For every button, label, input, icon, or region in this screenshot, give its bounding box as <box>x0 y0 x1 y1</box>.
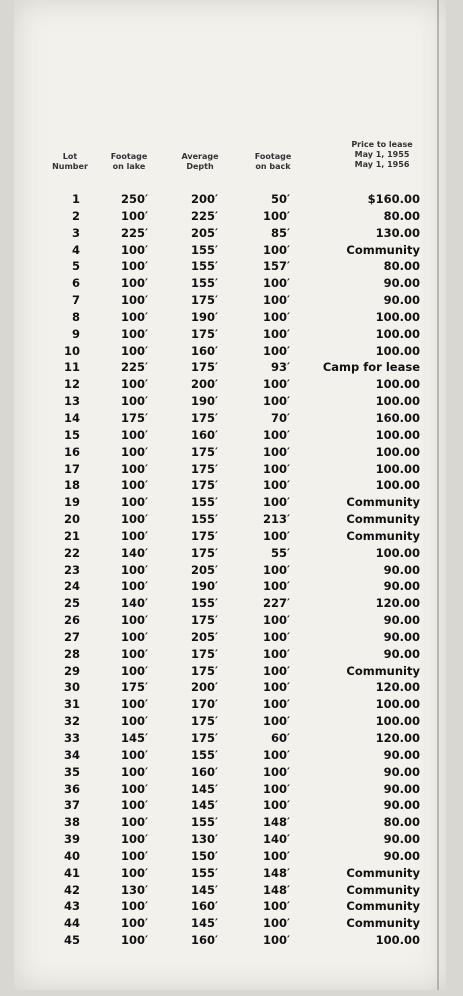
average-depth-cell: 190′ <box>190 394 218 409</box>
footage-on-lake-cell: 100′ <box>120 394 148 409</box>
footage-on-lake-cell: 100′ <box>120 781 148 796</box>
lot-number-cell: 23 <box>63 562 80 577</box>
footage-on-lake-cell: 225′ <box>120 225 148 240</box>
price-to-lease-cell: 90.00 <box>383 579 420 594</box>
footage-on-back-cell: 100′ <box>262 697 290 712</box>
lot-number-cell: 1 <box>71 192 80 206</box>
footage-on-back-cell: 100′ <box>262 427 290 442</box>
footage-on-lake-cell: 100′ <box>120 293 148 308</box>
price-to-lease-cell: 80.00 <box>383 259 420 274</box>
footage-on-back-cell: 148′ <box>262 815 290 830</box>
lot-number-cell: 12 <box>63 377 80 392</box>
average-depth-cell: 175′ <box>190 731 218 745</box>
lot-number-cell: 3 <box>71 225 80 240</box>
footage-on-back-cell: 100′ <box>262 646 290 661</box>
footage-on-back-cell: 100′ <box>262 293 290 308</box>
header-back-line2: on back <box>255 162 291 171</box>
footage-on-back-cell: 100′ <box>262 309 290 324</box>
footage-on-back-cell: 100′ <box>262 276 290 291</box>
footage-on-lake-cell: 100′ <box>120 528 148 543</box>
footage-on-lake-cell: 100′ <box>120 646 148 661</box>
footage-on-lake-cell: 100′ <box>120 832 148 847</box>
price-to-lease-cell: 80.00 <box>383 208 420 223</box>
price-to-lease-cell: 100.00 <box>375 427 420 442</box>
average-depth-cell: 190′ <box>190 579 218 594</box>
table-row <box>0 394 463 411</box>
price-to-lease-cell: Community <box>346 916 420 931</box>
lot-number-cell: 17 <box>63 461 80 476</box>
footage-on-back-cell: 227′ <box>262 596 290 611</box>
footage-on-back-cell: 157′ <box>262 259 290 274</box>
lot-number-cell: 37 <box>63 798 80 813</box>
price-to-lease-cell: Camp for lease <box>322 360 420 375</box>
lot-number-cell: 10 <box>63 343 80 358</box>
footage-on-lake-cell: 250′ <box>120 192 148 206</box>
footage-on-lake-cell: 145′ <box>120 731 148 745</box>
table-row <box>0 428 463 445</box>
footage-on-lake-cell: 100′ <box>120 764 148 779</box>
table-row <box>0 243 463 260</box>
footage-on-lake-cell: 100′ <box>120 933 148 948</box>
footage-on-lake-cell: 100′ <box>120 309 148 324</box>
footage-on-back-cell: 100′ <box>262 208 290 223</box>
table-row <box>0 916 463 933</box>
footage-on-lake-cell: 100′ <box>120 478 148 493</box>
footage-on-lake-cell: 100′ <box>120 697 148 712</box>
footage-on-lake-cell: 100′ <box>120 916 148 931</box>
table-row <box>0 192 463 209</box>
table-row <box>0 680 463 697</box>
footage-on-lake-cell: 100′ <box>120 663 148 678</box>
table-row <box>0 209 463 226</box>
footage-on-back-cell: 100′ <box>262 747 290 762</box>
lot-number-cell: 31 <box>63 697 80 712</box>
price-to-lease-cell: 100.00 <box>375 343 420 358</box>
average-depth-cell: 175′ <box>190 461 218 476</box>
lot-number-cell: 16 <box>63 444 80 459</box>
footage-on-back-cell: 100′ <box>262 242 290 257</box>
footage-on-lake-cell: 100′ <box>120 579 148 594</box>
lot-number-cell: 24 <box>63 579 80 594</box>
average-depth-cell: 175′ <box>190 444 218 459</box>
average-depth-cell: 205′ <box>190 629 218 644</box>
price-to-lease-cell: 100.00 <box>375 309 420 324</box>
price-to-lease-cell: 100.00 <box>375 444 420 459</box>
footage-on-back-cell: 100′ <box>262 916 290 931</box>
price-to-lease-cell: Community <box>346 242 420 257</box>
footage-on-lake-cell: 100′ <box>120 714 148 729</box>
lot-number-cell: 44 <box>63 916 80 931</box>
average-depth-cell: 175′ <box>190 410 218 425</box>
footage-on-back-cell: 100′ <box>262 798 290 813</box>
price-to-lease-cell: 120.00 <box>375 731 420 745</box>
lot-number-cell: 33 <box>63 731 80 745</box>
lot-number-cell: 13 <box>63 394 80 409</box>
footage-on-back-cell: 100′ <box>262 764 290 779</box>
footage-on-lake-cell: 100′ <box>120 326 148 341</box>
footage-on-back-cell: 50′ <box>270 192 290 206</box>
lot-number-cell: 35 <box>63 764 80 779</box>
header-depth-line2: Depth <box>186 162 214 171</box>
average-depth-cell: 160′ <box>190 899 218 914</box>
footage-on-back-cell: 100′ <box>262 478 290 493</box>
footage-on-back-cell: 100′ <box>262 848 290 863</box>
footage-on-lake-cell: 100′ <box>120 259 148 274</box>
price-to-lease-cell: 100.00 <box>375 461 420 476</box>
price-to-lease-cell: 90.00 <box>383 848 420 863</box>
table-row <box>0 731 463 748</box>
price-to-lease-cell: 90.00 <box>383 562 420 577</box>
average-depth-cell: 145′ <box>190 781 218 796</box>
average-depth-cell: 205′ <box>190 225 218 240</box>
table-row <box>0 765 463 782</box>
table-row <box>0 310 463 327</box>
price-to-lease-cell: Community <box>346 899 420 914</box>
average-depth-cell: 190′ <box>190 309 218 324</box>
footage-on-lake-cell: 100′ <box>120 495 148 510</box>
footage-on-back-cell: 100′ <box>262 613 290 628</box>
price-to-lease-cell: 100.00 <box>375 478 420 493</box>
price-to-lease-cell: 100.00 <box>375 377 420 392</box>
table-row <box>0 714 463 731</box>
price-to-lease-cell: Community <box>346 663 420 678</box>
table-row <box>0 613 463 630</box>
average-depth-cell: 155′ <box>190 865 218 880</box>
header-price-line1: Price to lease <box>351 140 413 149</box>
footage-on-lake-cell: 100′ <box>120 512 148 527</box>
header-average-depth <box>175 152 225 172</box>
header-lot-line1: Lot <box>62 152 78 161</box>
table-row <box>0 360 463 377</box>
table-row <box>0 664 463 681</box>
price-to-lease-cell: 130.00 <box>375 225 420 240</box>
price-to-lease-cell: 80.00 <box>383 815 420 830</box>
price-to-lease-cell: 90.00 <box>383 276 420 291</box>
footage-on-lake-cell: 100′ <box>120 798 148 813</box>
average-depth-cell: 130′ <box>190 832 218 847</box>
price-to-lease-cell: Community <box>346 495 420 510</box>
price-to-lease-cell: 100.00 <box>375 394 420 409</box>
table-row <box>0 462 463 479</box>
header-lot-number <box>48 152 92 172</box>
footage-on-back-cell: 100′ <box>262 663 290 678</box>
lot-number-cell: 28 <box>63 646 80 661</box>
table-row <box>0 815 463 832</box>
price-to-lease-cell: 100.00 <box>375 714 420 729</box>
lot-number-cell: 14 <box>63 410 80 425</box>
footage-on-back-cell: 148′ <box>262 882 290 897</box>
header-price-line3: May 1, 1956 <box>354 160 410 169</box>
lot-number-cell: 36 <box>63 781 80 796</box>
lot-number-cell: 30 <box>63 680 80 695</box>
price-to-lease-cell: Community <box>346 512 420 527</box>
table-row <box>0 377 463 394</box>
price-to-lease-cell: 90.00 <box>383 764 420 779</box>
table-row <box>0 445 463 462</box>
header-lake-line2: on lake <box>112 162 146 171</box>
header-back-line1: Footage <box>254 152 292 161</box>
average-depth-cell: 175′ <box>190 326 218 341</box>
footage-on-back-cell: 213′ <box>262 512 290 527</box>
footage-on-lake-cell: 100′ <box>120 848 148 863</box>
footage-on-back-cell: 100′ <box>262 461 290 476</box>
table-row <box>0 832 463 849</box>
average-depth-cell: 145′ <box>190 798 218 813</box>
table-row <box>0 344 463 361</box>
lot-number-cell: 11 <box>63 360 80 375</box>
table-row <box>0 259 463 276</box>
table-row <box>0 495 463 512</box>
table-row <box>0 782 463 799</box>
lot-number-cell: 40 <box>63 848 80 863</box>
footage-on-back-cell: 100′ <box>262 444 290 459</box>
average-depth-cell: 175′ <box>190 714 218 729</box>
price-to-lease-cell: Community <box>346 865 420 880</box>
price-to-lease-cell: 90.00 <box>383 781 420 796</box>
price-to-lease-cell: 90.00 <box>383 613 420 628</box>
average-depth-cell: 200′ <box>190 377 218 392</box>
header-depth-line1: Average <box>181 152 219 161</box>
average-depth-cell: 175′ <box>190 613 218 628</box>
footage-on-lake-cell: 175′ <box>120 410 148 425</box>
footage-on-lake-cell: 140′ <box>120 596 148 611</box>
footage-on-lake-cell: 100′ <box>120 242 148 257</box>
average-depth-cell: 160′ <box>190 764 218 779</box>
average-depth-cell: 160′ <box>190 427 218 442</box>
footage-on-lake-cell: 100′ <box>120 377 148 392</box>
header-footage-on-back <box>248 152 298 172</box>
footage-on-lake-cell: 100′ <box>120 208 148 223</box>
average-depth-cell: 160′ <box>190 343 218 358</box>
lot-number-cell: 7 <box>71 293 80 308</box>
footage-on-back-cell: 85′ <box>270 225 290 240</box>
price-to-lease-cell: 100.00 <box>375 326 420 341</box>
footage-on-back-cell: 100′ <box>262 933 290 948</box>
lot-number-cell: 15 <box>63 427 80 442</box>
average-depth-cell: 145′ <box>190 882 218 897</box>
footage-on-lake-cell: 100′ <box>120 461 148 476</box>
average-depth-cell: 155′ <box>190 242 218 257</box>
table-header <box>0 138 463 182</box>
lot-number-cell: 34 <box>63 747 80 762</box>
table-row <box>0 647 463 664</box>
footage-on-lake-cell: 100′ <box>120 276 148 291</box>
lot-number-cell: 29 <box>63 663 80 678</box>
price-to-lease-cell: 90.00 <box>383 629 420 644</box>
average-depth-cell: 155′ <box>190 276 218 291</box>
footage-on-lake-cell: 100′ <box>120 343 148 358</box>
footage-on-back-cell: 60′ <box>270 731 290 745</box>
lot-number-cell: 22 <box>63 545 80 560</box>
price-to-lease-cell: 120.00 <box>375 596 420 611</box>
lot-number-cell: 8 <box>71 309 80 324</box>
footage-on-back-cell: 100′ <box>262 714 290 729</box>
average-depth-cell: 205′ <box>190 562 218 577</box>
average-depth-cell: 170′ <box>190 697 218 712</box>
price-to-lease-cell: 100.00 <box>375 697 420 712</box>
lot-number-cell: 43 <box>63 899 80 914</box>
lot-number-cell: 41 <box>63 865 80 880</box>
price-to-lease-cell: 90.00 <box>383 747 420 762</box>
footage-on-back-cell: 93′ <box>270 360 290 375</box>
footage-on-lake-cell: 140′ <box>120 545 148 560</box>
footage-on-back-cell: 100′ <box>262 899 290 914</box>
lot-number-cell: 9 <box>71 326 80 341</box>
average-depth-cell: 175′ <box>190 545 218 560</box>
footage-on-back-cell: 70′ <box>270 410 290 425</box>
lot-number-cell: 45 <box>63 933 80 948</box>
lot-number-cell: 42 <box>63 882 80 897</box>
lot-table-body <box>0 192 463 950</box>
lot-number-cell: 26 <box>63 613 80 628</box>
footage-on-back-cell: 100′ <box>262 394 290 409</box>
price-to-lease-cell: 90.00 <box>383 798 420 813</box>
footage-on-lake-cell: 100′ <box>120 815 148 830</box>
price-to-lease-cell: Community <box>346 528 420 543</box>
lot-number-cell: 6 <box>71 276 80 291</box>
lot-number-cell: 25 <box>63 596 80 611</box>
table-row <box>0 579 463 596</box>
footage-on-lake-cell: 100′ <box>120 899 148 914</box>
table-row <box>0 563 463 580</box>
price-to-lease-cell: 90.00 <box>383 293 420 308</box>
table-row <box>0 293 463 310</box>
table-row <box>0 849 463 866</box>
lot-number-cell: 20 <box>63 512 80 527</box>
price-to-lease-cell: 100.00 <box>375 545 420 560</box>
footage-on-back-cell: 100′ <box>262 343 290 358</box>
footage-on-back-cell: 100′ <box>262 629 290 644</box>
price-to-lease-cell: Community <box>346 882 420 897</box>
header-lot-line2: Number <box>52 162 88 171</box>
lot-number-cell: 5 <box>71 259 80 274</box>
price-to-lease-cell: $160.00 <box>367 192 420 206</box>
footage-on-back-cell: 100′ <box>262 326 290 341</box>
lot-number-cell: 39 <box>63 832 80 847</box>
footage-on-lake-cell: 130′ <box>120 882 148 897</box>
table-row <box>0 226 463 243</box>
table-row <box>0 630 463 647</box>
lot-number-cell: 38 <box>63 815 80 830</box>
footage-on-lake-cell: 100′ <box>120 427 148 442</box>
average-depth-cell: 155′ <box>190 815 218 830</box>
average-depth-cell: 200′ <box>190 192 218 206</box>
footage-on-back-cell: 148′ <box>262 865 290 880</box>
lot-number-cell: 32 <box>63 714 80 729</box>
price-to-lease-cell: 160.00 <box>375 410 420 425</box>
lot-number-cell: 21 <box>63 528 80 543</box>
table-row <box>0 748 463 765</box>
average-depth-cell: 225′ <box>190 208 218 223</box>
footage-on-back-cell: 100′ <box>262 781 290 796</box>
table-row <box>0 529 463 546</box>
lot-number-cell: 2 <box>71 208 80 223</box>
table-row <box>0 276 463 293</box>
table-row <box>0 512 463 529</box>
average-depth-cell: 175′ <box>190 478 218 493</box>
footage-on-back-cell: 100′ <box>262 579 290 594</box>
average-depth-cell: 145′ <box>190 916 218 931</box>
table-row <box>0 866 463 883</box>
price-to-lease-cell: 90.00 <box>383 832 420 847</box>
average-depth-cell: 155′ <box>190 747 218 762</box>
table-row <box>0 411 463 428</box>
table-row <box>0 697 463 714</box>
table-row <box>0 798 463 815</box>
price-to-lease-cell: 100.00 <box>375 933 420 948</box>
average-depth-cell: 175′ <box>190 293 218 308</box>
header-lake-line1: Footage <box>110 152 148 161</box>
average-depth-cell: 155′ <box>190 495 218 510</box>
footage-on-lake-cell: 100′ <box>120 865 148 880</box>
footage-on-lake-cell: 175′ <box>120 680 148 695</box>
average-depth-cell: 155′ <box>190 512 218 527</box>
table-row <box>0 899 463 916</box>
average-depth-cell: 175′ <box>190 663 218 678</box>
average-depth-cell: 150′ <box>190 848 218 863</box>
footage-on-lake-cell: 225′ <box>120 360 148 375</box>
footage-on-back-cell: 100′ <box>262 495 290 510</box>
footage-on-back-cell: 55′ <box>270 545 290 560</box>
average-depth-cell: 160′ <box>190 933 218 948</box>
header-price-to-lease <box>344 140 420 170</box>
footage-on-lake-cell: 100′ <box>120 562 148 577</box>
table-row <box>0 883 463 900</box>
lot-number-cell: 18 <box>63 478 80 493</box>
header-price-line2: May 1, 1955 <box>354 150 410 159</box>
footage-on-lake-cell: 100′ <box>120 747 148 762</box>
price-to-lease-cell: 90.00 <box>383 646 420 661</box>
footage-on-lake-cell: 100′ <box>120 613 148 628</box>
footage-on-back-cell: 100′ <box>262 528 290 543</box>
lot-number-cell: 4 <box>71 242 80 257</box>
average-depth-cell: 175′ <box>190 528 218 543</box>
average-depth-cell: 155′ <box>190 259 218 274</box>
average-depth-cell: 175′ <box>190 360 218 375</box>
table-row <box>0 596 463 613</box>
footage-on-back-cell: 100′ <box>262 680 290 695</box>
footage-on-back-cell: 100′ <box>262 562 290 577</box>
footage-on-back-cell: 100′ <box>262 377 290 392</box>
footage-on-lake-cell: 100′ <box>120 629 148 644</box>
price-to-lease-cell: 120.00 <box>375 680 420 695</box>
average-depth-cell: 155′ <box>190 596 218 611</box>
table-row <box>0 933 463 950</box>
average-depth-cell: 200′ <box>190 680 218 695</box>
lot-number-cell: 27 <box>63 629 80 644</box>
footage-on-lake-cell: 100′ <box>120 444 148 459</box>
lot-number-cell: 19 <box>63 495 80 510</box>
table-row <box>0 546 463 563</box>
footage-on-back-cell: 140′ <box>262 832 290 847</box>
table-row <box>0 327 463 344</box>
header-footage-on-lake <box>104 152 154 172</box>
table-row <box>0 478 463 495</box>
average-depth-cell: 175′ <box>190 646 218 661</box>
